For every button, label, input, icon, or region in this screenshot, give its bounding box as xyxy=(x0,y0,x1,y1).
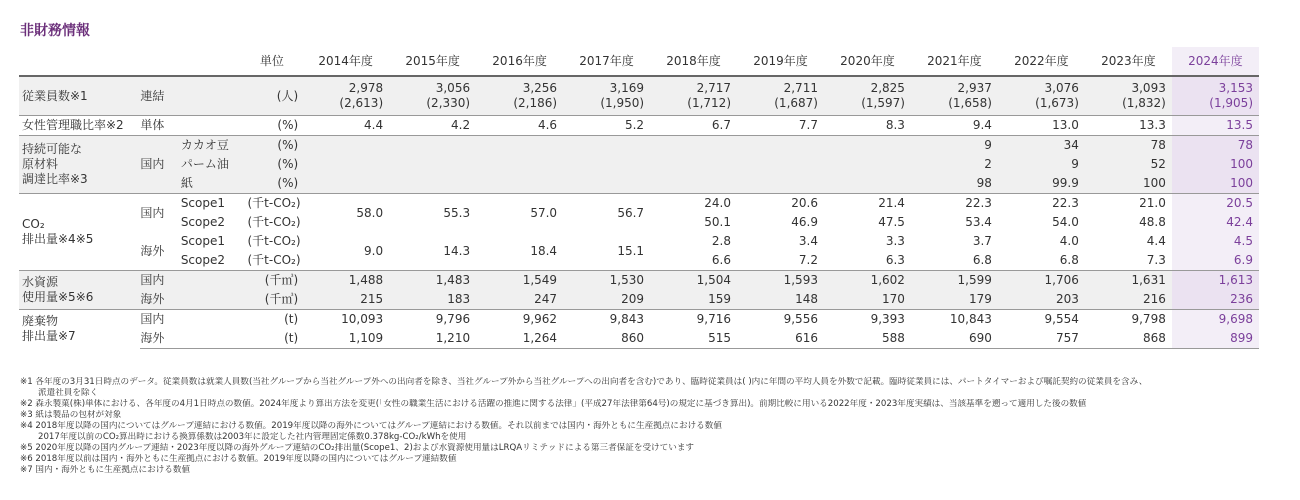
sub-cell xyxy=(181,76,242,116)
value-cell: 3,169 (1,950) xyxy=(563,76,650,116)
value-cell: 9,843 xyxy=(563,310,650,330)
value-cell: 236 xyxy=(1172,290,1259,310)
value-cell: 20.6 xyxy=(737,194,824,214)
scope-cell: 海外 xyxy=(140,243,165,258)
value-cell: 9,798 xyxy=(1085,310,1172,330)
table-row xyxy=(19,155,1259,174)
year-header: 2018年度 xyxy=(650,47,737,76)
value-cell: 515 xyxy=(650,329,737,349)
value-cell: 9.0 xyxy=(364,243,384,258)
value-cell: 757 xyxy=(998,329,1085,349)
value-cell: 1,109 xyxy=(302,329,389,349)
scope-cell: 単体 xyxy=(140,116,180,136)
scope-cell: 海外 xyxy=(140,329,180,349)
value-cell: 170 xyxy=(824,290,911,310)
value-cell: 9 xyxy=(998,155,1085,174)
unit-cell: (千㎥) xyxy=(241,290,302,310)
value-cell: 9,716 xyxy=(650,310,737,330)
value-cell xyxy=(650,136,737,156)
value-cell: 47.5 xyxy=(878,215,905,229)
scope-cell: 国内 xyxy=(140,136,180,194)
value-cell: 1,593 xyxy=(737,271,824,291)
unit-cell: (t) xyxy=(241,310,302,330)
value-cell: 50.1 xyxy=(704,215,731,229)
value-cell: 100 xyxy=(1172,174,1259,194)
value-cell: 5.2 xyxy=(563,116,650,136)
value-cell: 54.0 xyxy=(1052,215,1079,229)
row-label: 持続可能な 原材料 調達比率※3 xyxy=(19,136,140,194)
value-cell: 6.8 xyxy=(972,253,992,267)
value-cell: 14.3 xyxy=(443,243,471,258)
value-cell: 1,483 xyxy=(389,271,476,291)
value-cell: 215 xyxy=(302,290,389,310)
table-row xyxy=(19,271,1259,291)
value-cell: 13.3 xyxy=(1085,116,1172,136)
value-cell: 4.0 xyxy=(1059,234,1079,248)
unit-cell: (千t-CO₂) xyxy=(247,234,301,248)
value-cell xyxy=(302,174,389,194)
value-cell: 4.4 xyxy=(1146,234,1166,248)
value-cell: 52 xyxy=(1085,155,1172,174)
value-cell: 2,717 (1,712) xyxy=(650,76,737,116)
table-body xyxy=(19,76,1259,349)
footnote-line: ※1 各年度の3月31日時点のデータ。従業員数は就業人員数(当社グループから当社グループ外への出向者を除き、当社グループ外から当社グループへの出向者を含む)であり、臨時従業員は( )内に年間の平均人員を外数で記載。臨時従業員には、パートタイマーおよび嘱託契約の従業員を含み、 xyxy=(20,377,1148,387)
sub-cell xyxy=(181,116,242,136)
value-cell: 860 xyxy=(563,329,650,349)
value-cell xyxy=(302,155,389,174)
value-cell: 2,825 (1,597) xyxy=(824,76,911,116)
value-cell: 15.1 xyxy=(617,243,645,258)
value-cell: 24.0 xyxy=(650,194,737,214)
unit-cell: (%) xyxy=(241,155,302,174)
page-title: 非財務情報 xyxy=(20,23,90,39)
year-header: 2016年度 xyxy=(476,47,563,76)
value-cell: 9,393 xyxy=(824,310,911,330)
row-label: 廃棄物 排出量※7 xyxy=(19,310,140,349)
value-cell: 10,093 xyxy=(302,310,389,330)
value-cell: 209 xyxy=(563,290,650,310)
value-cell: 2,711 (1,687) xyxy=(737,76,824,116)
footnote-line: ※4 2018年度以降の国内についてはグループ連結における数値。2019年度以降の海外についてはグループ連結における数値。それ以前までは国内・海外ともに生産拠点における数値 xyxy=(20,421,722,431)
value-cell: 9,698 xyxy=(1172,310,1259,330)
table-row xyxy=(19,290,1259,310)
value-cell: 1,488 xyxy=(302,271,389,291)
value-cell xyxy=(563,136,650,156)
value-cell: 34 xyxy=(998,136,1085,156)
value-cell: 148 xyxy=(737,290,824,310)
scope-cell: 海外 xyxy=(140,290,180,310)
unit-cell: (千㎥) xyxy=(241,271,302,291)
footnote-line: ※3 紙は製品の包材が対象 xyxy=(20,410,122,420)
value-cell: 616 xyxy=(737,329,824,349)
value-cell: 1,602 xyxy=(824,271,911,291)
value-cell: 6.6 xyxy=(711,253,731,267)
value-cell: 1,210 xyxy=(389,329,476,349)
value-cell xyxy=(737,174,824,194)
value-cell: 4.2 xyxy=(389,116,476,136)
scope-cell: 国内 xyxy=(140,271,180,291)
year-header: 2023年度 xyxy=(1085,47,1172,76)
value-cell: 56.7 xyxy=(563,194,650,233)
value-cell: 18.4 xyxy=(530,243,558,258)
value-cell: 2,937 (1,658) xyxy=(911,76,998,116)
sub-cell xyxy=(181,329,242,349)
value-cell: 9,796 xyxy=(389,310,476,330)
value-cell: 6.7 xyxy=(650,116,737,136)
value-cell: 9,554 xyxy=(998,310,1085,330)
year-header-highlight: 2024年度 xyxy=(1172,47,1259,76)
value-cell xyxy=(650,155,737,174)
footnote-line: ※7 国内・海外ともに生産拠点における数値 xyxy=(20,465,191,475)
value-cell xyxy=(737,155,824,174)
value-cell: 1,599 xyxy=(911,271,998,291)
sub-cell xyxy=(181,310,242,330)
sub-cell: Scope1 xyxy=(180,234,226,248)
value-cell: 3,076 (1,673) xyxy=(998,76,1085,116)
value-cell xyxy=(650,174,737,194)
value-cell: 20.5 xyxy=(1172,194,1259,214)
value-cell: 179 xyxy=(911,290,998,310)
value-cell: 3.3 xyxy=(885,234,905,248)
unit-cell: (%) xyxy=(241,136,302,156)
sub-cell xyxy=(181,290,242,310)
unit-cell: (千t-CO₂) xyxy=(241,194,302,214)
value-cell: 159 xyxy=(650,290,737,310)
value-cell: 203 xyxy=(998,290,1085,310)
sub-cell: Scope1 xyxy=(181,194,242,214)
value-cell: 3.4 xyxy=(798,234,818,248)
value-cell: 48.8 xyxy=(1139,215,1166,229)
value-cell xyxy=(824,155,911,174)
unit-cell: (人) xyxy=(241,76,302,116)
value-cell: 22.3 xyxy=(998,194,1085,214)
value-cell: 7.7 xyxy=(737,116,824,136)
value-cell: 1,530 xyxy=(563,271,650,291)
value-cell: 42.4 xyxy=(1172,213,1259,232)
footnote-line: 派遣社員を除く xyxy=(38,388,99,398)
value-cell: 1,264 xyxy=(476,329,563,349)
value-cell xyxy=(389,155,476,174)
value-cell xyxy=(389,174,476,194)
unit-header: 単位 xyxy=(241,47,302,76)
value-cell: 6.3 xyxy=(885,253,905,267)
value-cell: 6.8 xyxy=(1059,253,1079,267)
year-header: 2019年度 xyxy=(737,47,824,76)
row-label: CO₂ 排出量※4※5 xyxy=(19,194,140,271)
value-cell: 9.4 xyxy=(911,116,998,136)
year-header: 2022年度 xyxy=(998,47,1085,76)
value-cell: 216 xyxy=(1085,290,1172,310)
sub-cell: カカオ豆 xyxy=(181,136,242,156)
value-cell: 2 xyxy=(911,155,998,174)
value-cell xyxy=(302,136,389,156)
value-cell: 13.0 xyxy=(998,116,1085,136)
table-row xyxy=(19,310,1259,330)
value-cell: 98 xyxy=(911,174,998,194)
sub-cell: パーム油 xyxy=(181,155,242,174)
value-cell: 8.3 xyxy=(824,116,911,136)
value-cell: 3.7 xyxy=(972,234,992,248)
sub-cell: Scope2 xyxy=(180,253,226,267)
value-cell: 100 xyxy=(1172,155,1259,174)
table-row xyxy=(19,232,1259,251)
value-cell xyxy=(476,174,563,194)
value-cell: 6.9 xyxy=(1172,251,1259,271)
value-cell: 1,706 xyxy=(998,271,1085,291)
row-label: 水資源 使用量※5※6 xyxy=(19,271,140,310)
value-cell: 868 xyxy=(1085,329,1172,349)
value-cell xyxy=(476,136,563,156)
value-cell xyxy=(563,155,650,174)
value-cell: 4.6 xyxy=(476,116,563,136)
value-cell: 9,962 xyxy=(476,310,563,330)
value-cell: 7.2 xyxy=(798,253,818,267)
row-label: 従業員数※1 xyxy=(19,76,140,116)
value-cell: 9,556 xyxy=(737,310,824,330)
unit-cell: (千t-CO₂) xyxy=(247,215,301,229)
value-cell xyxy=(389,136,476,156)
year-header: 2020年度 xyxy=(824,47,911,76)
value-cell: 21.4 xyxy=(824,194,911,214)
value-cell: 78 xyxy=(1172,136,1259,156)
row-label: 女性管理職比率※2 xyxy=(19,116,140,136)
value-cell: 247 xyxy=(476,290,563,310)
year-header: 2017年度 xyxy=(563,47,650,76)
value-cell: 4.5 xyxy=(1172,232,1259,251)
footnotes xyxy=(20,377,1285,476)
table-row xyxy=(19,174,1259,194)
value-cell: 55.3 xyxy=(389,194,476,233)
year-header: 2021年度 xyxy=(911,47,998,76)
value-cell: 2.8 xyxy=(711,234,731,248)
table-row xyxy=(19,194,1259,214)
scope-cell: 国内 xyxy=(140,194,180,233)
value-cell: 4.4 xyxy=(302,116,389,136)
value-cell: 10,843 xyxy=(911,310,998,330)
value-cell: 899 xyxy=(1172,329,1259,349)
value-cell: 588 xyxy=(824,329,911,349)
value-cell: 99.9 xyxy=(998,174,1085,194)
table-row xyxy=(19,76,1259,116)
value-cell: 57.0 xyxy=(476,194,563,233)
value-cell xyxy=(476,155,563,174)
value-cell: 100 xyxy=(1085,174,1172,194)
value-cell: 7.3 xyxy=(1146,253,1166,267)
unit-cell: (%) xyxy=(241,116,302,136)
year-header: 2014年度 xyxy=(302,47,389,76)
non-financial-table xyxy=(19,47,1259,349)
value-cell xyxy=(824,174,911,194)
value-cell xyxy=(824,136,911,156)
value-cell: 3,093 (1,832) xyxy=(1085,76,1172,116)
footnote-line: 2017年度以前のCO₂算出時における換算係数は2003年に設定した社内管理固定係数0.378kg-CO₂/kWhを使用 xyxy=(38,432,467,442)
sub-cell: Scope2 xyxy=(180,215,226,229)
value-cell: 9 xyxy=(911,136,998,156)
value-cell: 690 xyxy=(911,329,998,349)
table-row xyxy=(19,116,1259,136)
sub-cell: 紙 xyxy=(181,174,242,194)
sub-cell xyxy=(181,271,242,291)
value-cell xyxy=(563,174,650,194)
value-cell: 21.0 xyxy=(1085,194,1172,214)
footnote-line: ※5 2020年度以降の国内グループ連結・2023年度以降の海外グループ連結のCO₂排出量(Scope1、2)および水資源使用量はLRQAリミテッドによる第三者保証を受けています xyxy=(20,443,695,453)
table-header xyxy=(19,47,1259,76)
unit-cell: (%) xyxy=(241,174,302,194)
footnote-line: ※2 森永製菓(株)単体における、各年度の4月1日時点の数値。2024年度より算出方法を変更(「女性の職業生活における活躍の推進に関する法律」(平成27年法律第64号)の規定に基づき算出)。前期比較に用いる2022年度・2023年度実績は、当該基準を遡って適用した後の数値 xyxy=(20,399,1087,409)
value-cell: 2,978 (2,613) xyxy=(302,76,389,116)
unit-cell: (千t-CO₂) xyxy=(247,253,301,267)
value-cell: 1,549 xyxy=(476,271,563,291)
value-cell xyxy=(737,136,824,156)
table-row xyxy=(19,136,1259,156)
value-cell: 1,631 xyxy=(1085,271,1172,291)
value-cell: 13.5 xyxy=(1172,116,1259,136)
value-cell: 183 xyxy=(389,290,476,310)
value-cell: 3,056 (2,330) xyxy=(389,76,476,116)
scope-cell: 連結 xyxy=(140,76,180,116)
year-header: 2015年度 xyxy=(389,47,476,76)
footnote-line: ※6 2018年度以前は国内・海外ともに生産拠点における数値。2019年度以降の国内についてはグループ連結数値 xyxy=(20,454,457,464)
value-cell: 3,153 (1,905) xyxy=(1172,76,1259,116)
unit-cell: (t) xyxy=(241,329,302,349)
value-cell: 53.4 xyxy=(965,215,992,229)
value-cell: 46.9 xyxy=(791,215,818,229)
value-cell: 1,504 xyxy=(650,271,737,291)
value-cell: 78 xyxy=(1085,136,1172,156)
value-cell: 58.0 xyxy=(302,194,389,233)
value-cell: 3,256 (2,186) xyxy=(476,76,563,116)
table-row xyxy=(19,329,1259,349)
scope-cell: 国内 xyxy=(140,310,180,330)
value-cell: 22.3 xyxy=(911,194,998,214)
value-cell: 1,613 xyxy=(1172,271,1259,291)
